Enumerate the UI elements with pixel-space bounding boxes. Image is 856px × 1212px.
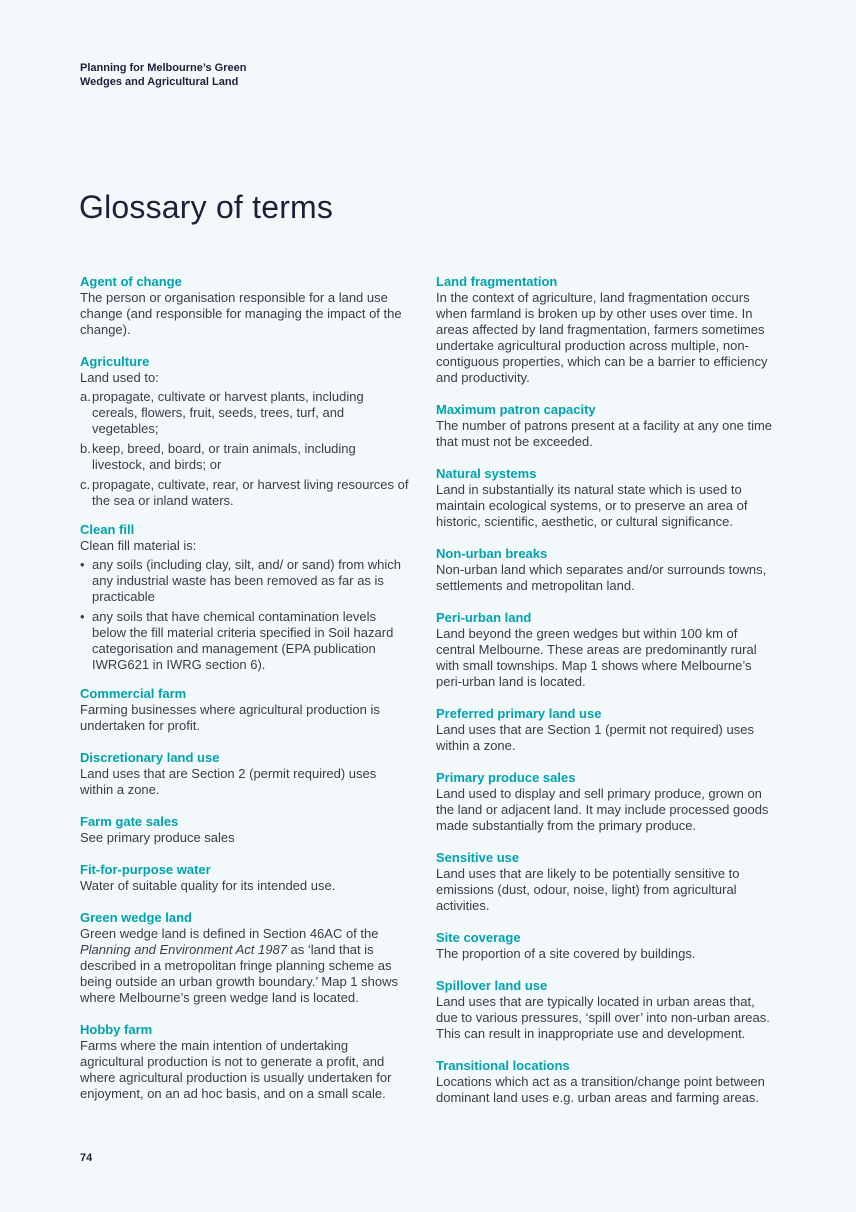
list-item: c. propagate, cultivate, rear, or harvest living resources of the sea or inland waters. [80, 477, 409, 508]
glossary-entry-peri-urban-land [436, 609, 776, 690]
running-head-line-2: Wedges and Agricultural Land [80, 76, 239, 88]
glossary-definition: Farming businesses where agricultural production is undertaken for profit. [80, 702, 380, 733]
glossary-definition: Locations which act as a transition/change point between dominant land uses e.g. urban areas and farming areas. [436, 1074, 765, 1105]
glossary-definition: Land uses that are likely to be potentially sensitive to emissions (dust, odour, noise, light) from agricultural activities. [436, 866, 740, 913]
glossary-definition: Land uses that are Section 1 (permit not required) uses within a zone. [436, 722, 754, 753]
glossary-entry-sensitive-use [436, 849, 776, 914]
glossary-entry-green-wedge-land [80, 909, 412, 1006]
glossary-term: Peri-urban land [436, 610, 532, 625]
glossary-entry-preferred-primary-land-use [436, 705, 776, 754]
list-item: a. propagate, cultivate or harvest plants, including cereals, flowers, fruit, seeds, trees, turf, and vegetables; [80, 389, 364, 436]
glossary-definition: Land beyond the green wedges but within 100 km of central Melbourne. These areas are predominantly rural with small townships. Map 1 shows where Melbourne’s peri-urban land is located. [436, 626, 757, 689]
act-title: Planning and Environment Act 1987 [80, 942, 287, 957]
glossary-entry-farm-gate-sales [80, 813, 412, 846]
glossary-definition: Land uses that are Section 2 (permit required) uses within a zone. [80, 766, 377, 797]
glossary-term: Clean fill [80, 522, 135, 537]
glossary-term: Land fragmentation [436, 274, 558, 289]
glossary-entry-discretionary-land-use [80, 749, 412, 798]
glossary-term: Agriculture [80, 354, 150, 369]
glossary-term: Commercial farm [80, 686, 187, 701]
glossary-entry-primary-produce-sales [436, 769, 776, 834]
glossary-entry-fit-for-purpose-water [80, 861, 412, 894]
glossary-term: Hobby farm [80, 1022, 153, 1037]
glossary-term: Transitional locations [436, 1058, 570, 1073]
glossary-term: Discretionary land use [80, 750, 220, 765]
glossary-list [80, 557, 412, 673]
glossary-entry-non-urban-breaks [436, 545, 776, 594]
running-head-line-1: Planning for Melbourne’s Green [80, 62, 247, 74]
glossary-term: Green wedge land [80, 910, 192, 925]
glossary-definition: In the context of agriculture, land fragmentation occurs when farmland is broken up by other uses over time. In areas affected by land fragmentation, farmers sometimes undertake agricultural production across multiple, non-contiguous properties, which can be a barrier to efficiency and productivity. [436, 290, 768, 385]
glossary-term: Preferred primary land use [436, 706, 602, 721]
glossary-definition: Green wedge land is defined in Section 46AC of the Planning and Environment Act 1987 as ‘land that is described in a metropolitan fringe planning scheme as being outside an urban growth boundary.’ Map 1 shows where Melbourne’s green wedge land is located. [80, 926, 398, 1005]
glossary-definition: Land in substantially its natural state which is used to maintain ecological systems, or to preserve an area of historic, scientific, aesthetic, or cultural significance. [436, 482, 748, 529]
glossary-entry-site-coverage [436, 929, 776, 962]
glossary-term: Primary produce sales [436, 770, 576, 785]
glossary-term: Spillover land use [436, 978, 548, 993]
page-title: Glossary of terms [79, 189, 334, 225]
list-item: • any soils that have chemical contamination levels below the fill material criteria specified in Soil hazard categorisation and management (EPA publication IWRG621 in IWRG section 6). [80, 609, 394, 672]
glossary-definition: See primary produce sales [80, 830, 235, 845]
glossary-list [80, 389, 412, 509]
glossary-entry-agent-of-change [80, 273, 412, 338]
glossary-term: Agent of change [80, 274, 182, 289]
glossary-term: Maximum patron capacity [436, 402, 596, 417]
glossary-definition: The person or organisation responsible for a land use change (and responsible for managing the impact of the change). [80, 290, 402, 337]
glossary-definition: Land used to display and sell primary produce, grown on the land or adjacent land. It may include processed goods made substantially from the primary produce. [436, 786, 769, 833]
glossary-entry-commercial-farm [80, 685, 412, 734]
glossary-term: Non-urban breaks [436, 546, 548, 561]
glossary-entry-clean-fill [80, 521, 412, 673]
glossary-definition: Non-urban land which separates and/or surrounds towns, settlements and metropolitan land. [436, 562, 767, 593]
glossary-entry-land-fragmentation [436, 273, 776, 386]
glossary-term: Fit-for-purpose water [80, 862, 211, 877]
running-head [80, 61, 340, 89]
glossary-definition: Clean fill material is: [80, 538, 197, 553]
glossary-term: Site coverage [436, 930, 521, 945]
glossary-entry-hobby-farm [80, 1021, 412, 1102]
glossary-left-column [80, 273, 412, 1117]
glossary-definition: Land uses that are typically located in urban areas that, due to various pressures, ‘spill over’ into non-urban areas. This can result in inappropriate use and development. [436, 994, 770, 1041]
glossary-entry-natural-systems [436, 465, 776, 530]
glossary-entry-agriculture [80, 353, 412, 509]
list-item: • any soils (including clay, silt, and/ or sand) from which any industrial waste has been removed as far as is practicable [80, 557, 401, 604]
glossary-entry-spillover-land-use [436, 977, 776, 1042]
glossary-term: Sensitive use [436, 850, 520, 865]
glossary-definition: The number of patrons present at a facility at any one time that must not be exceeded. [436, 418, 773, 449]
glossary-definition: The proportion of a site covered by buildings. [436, 946, 696, 961]
page-number: 74 [80, 1152, 93, 1164]
glossary-entry-transitional-locations [436, 1057, 776, 1106]
glossary-term: Farm gate sales [80, 814, 179, 829]
glossary-right-column [436, 273, 776, 1121]
glossary-entry-maximum-patron-capacity [436, 401, 776, 450]
list-item: b. keep, breed, board, or train animals, including livestock, and birds; or [80, 441, 356, 472]
glossary-definition: Water of suitable quality for its intended use. [80, 878, 336, 893]
glossary-term: Natural systems [436, 466, 537, 481]
glossary-definition: Land used to: [80, 370, 159, 385]
glossary-definition: Farms where the main intention of undertaking agricultural production is not to generate a profit, and where agricultural production is usually undertaken for enjoyment, on an ad hoc basis, and on a small scale. [80, 1038, 392, 1101]
